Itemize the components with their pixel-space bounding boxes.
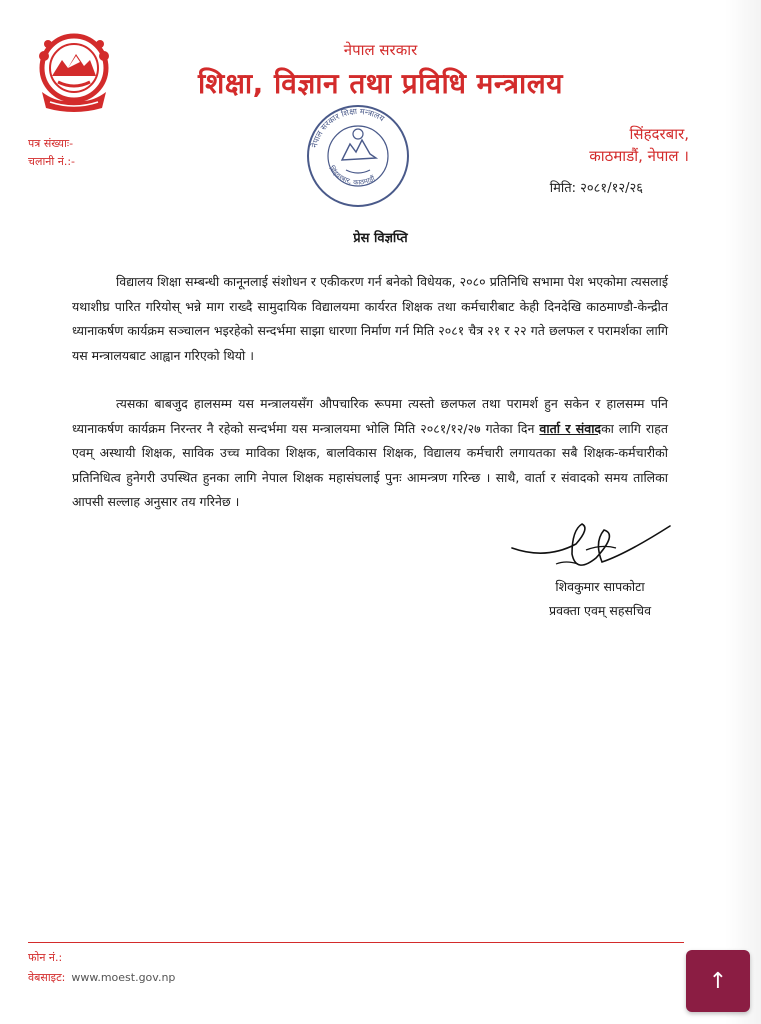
- website-label: वेबसाइट:: [28, 971, 66, 984]
- ref-number-label: पत्र संख्याः-: [28, 137, 74, 150]
- paragraph-2-text-before: त्यसका बाबजुद हालसम्म यस मन्त्रालयसँग औपचारिक रूपमा त्यस्तो छलफल तथा परामर्श हुन सकेन र हालसम्म पनि ध्यानाकर्षण कार्यक्रम निरन्तर नै रहेको सन्दर्भमा यस मन्त्रालयमा भोलि मिति २०८१/१२/२७ गतेका दिन: [72, 396, 668, 436]
- footer-divider: [28, 942, 684, 943]
- paragraph-1-text: विद्यालय शिक्षा सम्बन्धी कानूनलाई संशोधन र एकीकरण गर्न बनेको विधेयक, २०८० प्रतिनिधि सभामा पेश भएकोमा त्यसलाई यथाशीघ्र पारित गरियोस् भन्ने माग राख्दै सामुदायिक विद्यालयमा कार्यरत शिक्षक तथा कर्मचारीबाट केही दिनदेखि काठमाण्डौ-केन्द्रीत ध्यानाकर्षण कार्यक्रम सञ्चालन भइरहेको सन्दर्भमा साझा धारणा निर्माण गर्न मिति २०८१ चैत्र २१ र २२ गते छलफल र परामर्शका लागि यस मन्त्रालयबाट आह्वान गरिएको थियो ।: [72, 274, 668, 363]
- signatory-designation: प्रवक्ता एवम् सहसचिव: [548, 603, 652, 618]
- phone-label: फोन नं.:: [28, 951, 63, 964]
- svg-text:सिंहदरबार, काठमाडौं: सिंहदरबार, काठमाडौं: [327, 164, 377, 187]
- footer-website: [28, 970, 175, 985]
- dispatch-number-label: चलानी नं.:-: [28, 155, 76, 168]
- arrow-up-icon: ↑: [708, 968, 728, 994]
- government-name: नेपाल सरकार: [343, 41, 418, 59]
- handwritten-signature-icon: [506, 514, 676, 586]
- svg-text:नेपाल सरकार शिक्षा मन्त्रालय: नेपाल सरकार शिक्षा मन्त्रालय: [309, 106, 386, 149]
- footer-phone: [28, 950, 62, 965]
- body-paragraph-2: [72, 392, 668, 515]
- body-paragraph-1: [72, 270, 668, 368]
- address-line-1: सिंहदरबार,: [629, 125, 689, 143]
- paragraph-2-text-after: का लागि राहत एवम् अस्थायी शिक्षक, साविक उच्च माविका शिक्षक, बालविकास शिक्षक, विद्यालय कर्मचारी लगायतका सबै शिक्षक-कर्मचारीको प्रतिनिधित्व हुनेगरी उपस्थित हुनका लागि नेपाल शिक्षक महासंघलाई पुनः आमन्त्रण गरिन्छ । साथै, वार्ता र संवादको समय तालिका आपसी सल्लाह अनुसार तय गरिनेछ ।: [72, 420, 668, 509]
- issue-date: मिति: २०८१/१२/२६: [549, 181, 643, 196]
- document-title: प्रेस विज्ञप्ति: [353, 231, 408, 246]
- paragraph-2-emphasis: वार्ता र संवाद: [539, 420, 602, 436]
- website-link[interactable]: www.moest.gov.np: [71, 971, 176, 984]
- ministry-stamp-icon: [302, 100, 414, 212]
- ministry-name: शिक्षा, विज्ञान तथा प्रविधि मन्त्रालय: [198, 67, 563, 100]
- address-line-2: काठमाडौं, नेपाल ।: [589, 147, 689, 165]
- signatory-name: शिवकुमार सापकोटा: [555, 579, 645, 594]
- scroll-to-top-button[interactable]: [686, 950, 750, 1012]
- page-edge-shadow: [725, 0, 761, 1024]
